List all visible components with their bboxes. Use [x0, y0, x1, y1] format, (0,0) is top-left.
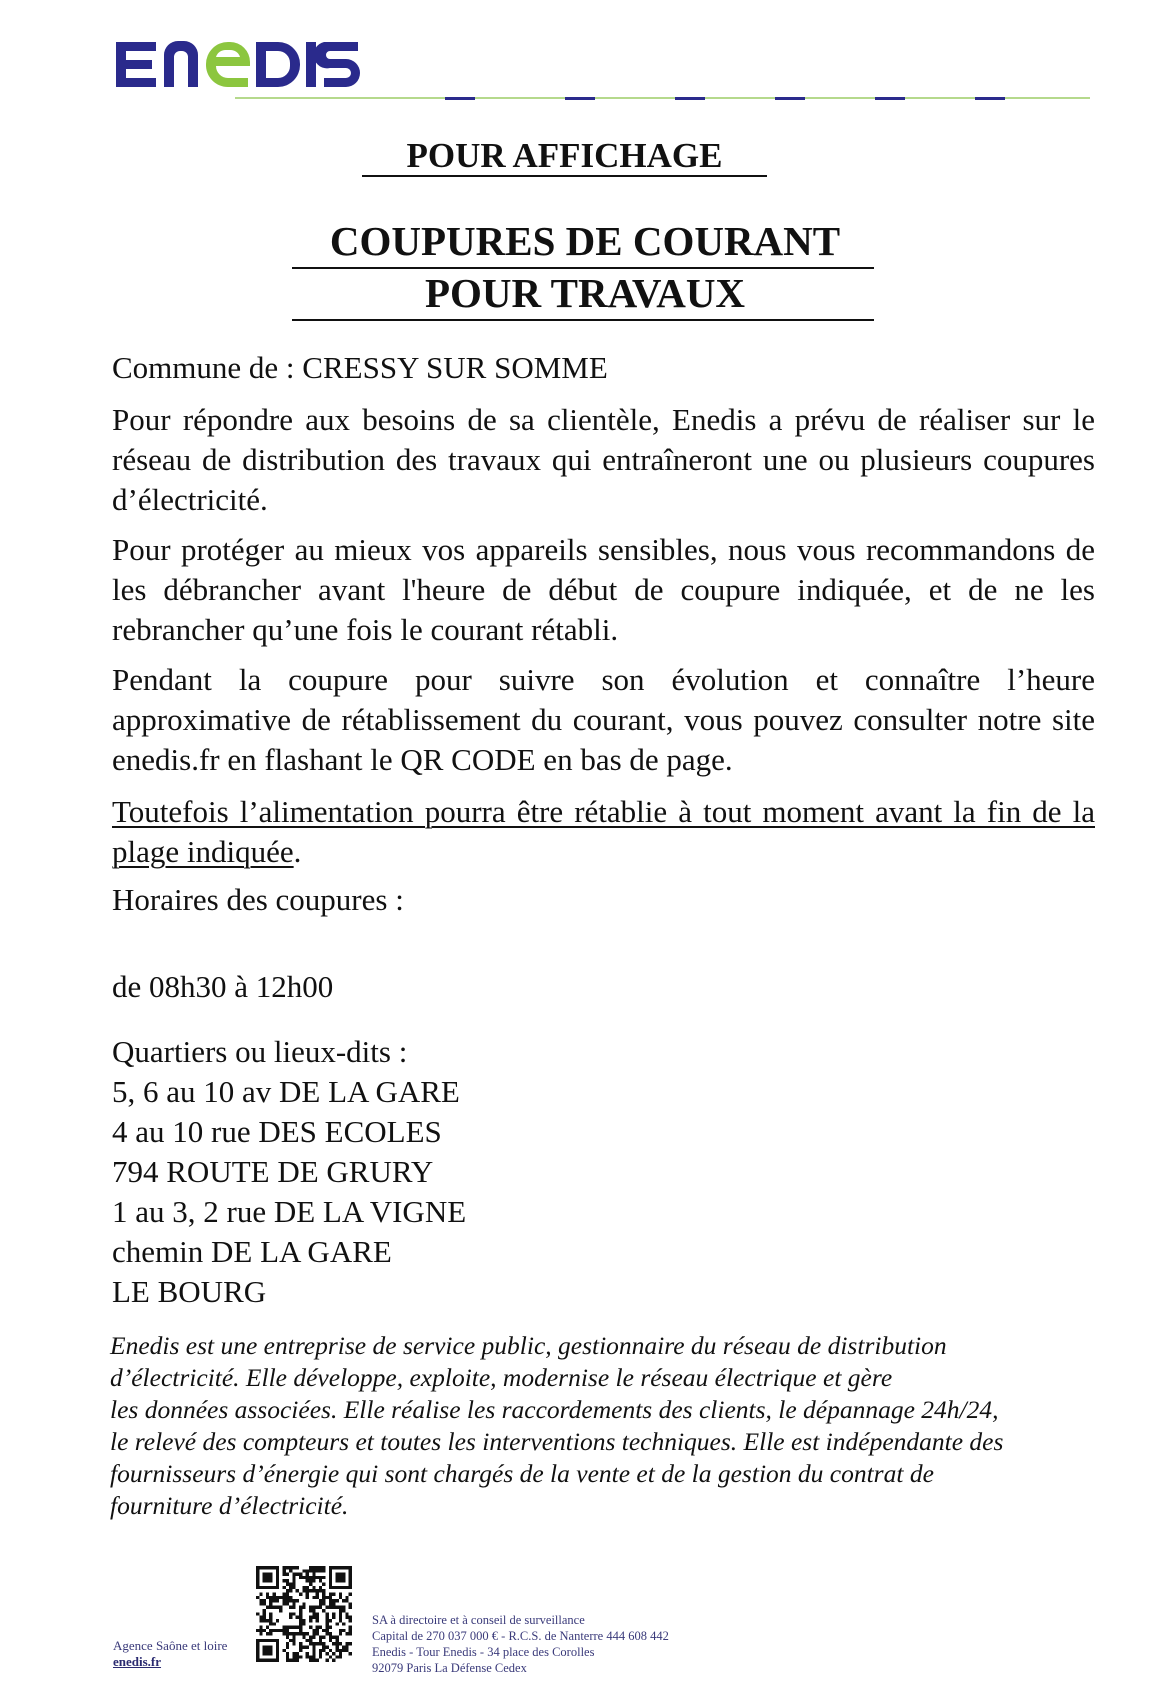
description-line: fournisseurs d’énergie qui sont chargés de la vente et de la gestion du contrat de [110, 1459, 934, 1488]
paragraph-appareils: Pour protéger au mieux vos appareils sensibles, nous vous recommandons de les débrancher avant l'heure de début de coupure indiquée, et de ne les rebrancher qu’une fois le courant rétabli. [112, 532, 1095, 647]
lieux-label: Quartiers ou lieux-dits : [112, 1034, 408, 1069]
title-underline [292, 319, 874, 321]
title-travaux: POUR TRAVAUX [424, 270, 746, 316]
legal-info [372, 1612, 669, 1676]
underlined-notice: Toutefois l’alimentation pourra être rétablie à tout moment avant la fin de la plage indiquée [112, 794, 1095, 869]
agency-block [113, 1638, 227, 1670]
horaire-value: de 08h30 à 12h00 [112, 969, 334, 1004]
legal-line: SA à directoire et à conseil de surveillance [372, 1613, 585, 1627]
title-coupures: COUPURES DE COURANT [329, 218, 841, 264]
company-description [110, 1330, 1110, 1522]
notice-period: . [293, 834, 302, 869]
description-line: d’électricité. Elle développe, exploite, modernise le réseau électrique et gère [110, 1363, 893, 1392]
lieux-list [112, 1032, 466, 1312]
paragraph-alimentation [112, 792, 1095, 872]
description-line: le relevé des compteurs et toutes les interventions techniques. Elle est indépendante des [110, 1427, 1004, 1456]
legal-line: Enedis - Tour Enedis - 34 place des Corolles [372, 1645, 595, 1659]
title-underline [362, 175, 767, 177]
description-line: Enedis est une entreprise de service public, gestionnaire du réseau de distribution [110, 1331, 947, 1360]
legal-line: 92079 Paris La Défense Cedex [372, 1661, 527, 1675]
list-item: 1 au 3, 2 rue DE LA VIGNE [112, 1194, 467, 1229]
list-item: 5, 6 au 10 av DE LA GARE [112, 1074, 460, 1109]
list-item: LE BOURG [112, 1274, 267, 1309]
list-item: chemin DE LA GARE [112, 1234, 392, 1269]
paragraph-intro: Pour répondre aux besoins de sa clientèle, Enedis a prévu de réaliser sur le réseau de distribution des travaux qui entraîneront une ou plusieurs coupures d’électricité. [112, 402, 1095, 517]
paragraph-suivi: Pendant la coupure pour suivre son évolution et connaître l’heure approximative de rétablissement du courant, vous pouvez consulter notre site enedis.fr en flashant le QR CODE en bas de page. [112, 662, 1095, 777]
horaires-label: Horaires des coupures : [112, 882, 404, 917]
title-pour-affichage: POUR AFFICHAGE [406, 136, 723, 175]
agency-name: Agence Saône et loire [113, 1638, 228, 1653]
commune-line: Commune de : CRESSY SUR SOMME [112, 350, 608, 385]
list-item: 4 au 10 rue DES ECOLES [112, 1114, 442, 1149]
qr-code-icon[interactable] [256, 1566, 352, 1662]
enedis-link[interactable]: enedis.fr [113, 1654, 162, 1669]
legal-line: Capital de 270 037 000 € - R.C.S. de Nanterre 444 608 442 [372, 1629, 669, 1643]
logo-dashed-line [235, 88, 1090, 92]
description-line: fourniture d’électricité. [110, 1491, 349, 1520]
description-line: les données associées. Elle réalise les raccordements des clients, le dépannage 24h/24, [110, 1395, 999, 1424]
list-item: 794 ROUTE DE GRURY [112, 1154, 434, 1189]
